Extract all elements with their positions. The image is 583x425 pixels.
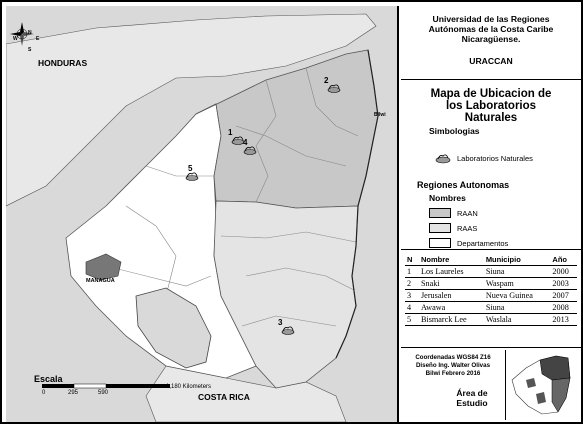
honduras-label: HONDURAS — [38, 58, 88, 68]
table-row — [405, 314, 577, 326]
departamentos-swatch — [429, 238, 451, 248]
credits-date: Bilwi Febrero 2016 — [425, 370, 481, 377]
simbologias-title: Simbologias — [429, 126, 480, 136]
marker-4-label: 4 — [243, 138, 248, 147]
legend-raan — [429, 208, 478, 218]
map-title: Mapa de Ubicacion de los Laboratorios Naturales — [430, 88, 552, 124]
col-n: N — [405, 254, 419, 266]
lab-legend-label: Laboratorios Naturales — [457, 153, 533, 163]
scale-bar — [42, 384, 170, 388]
institution-name: Universidad de las Regiones Autónomas de la Costa Caribe Nicaragüense. — [428, 14, 554, 44]
inset-canvas — [506, 350, 580, 420]
table-row — [405, 278, 577, 290]
map-canvas — [6, 6, 399, 422]
scale-tick-3: 1,180 Kilometers — [166, 384, 212, 390]
bilwi-label: Bilwi — [374, 112, 386, 118]
raas-swatch — [429, 223, 451, 233]
marker-2-label: 2 — [324, 76, 329, 85]
cell: 3 — [405, 290, 419, 302]
col-nombre: Nombre — [419, 254, 484, 266]
cell: 2 — [405, 278, 419, 290]
table-row — [405, 290, 577, 302]
credits-block — [401, 348, 581, 422]
compass-north: N — [28, 30, 32, 36]
cell: 2008 — [550, 302, 577, 314]
col-anio: Año — [550, 254, 577, 266]
table-header-row — [405, 254, 577, 266]
cell: Siuna — [484, 302, 551, 314]
cell: Waslala — [484, 314, 551, 326]
compass-south: S — [28, 47, 32, 53]
cell: Waspam — [484, 278, 551, 290]
labs-table-block — [401, 250, 581, 348]
scale-tick-2: 590 — [98, 390, 109, 396]
raan-swatch — [429, 208, 451, 218]
cell: 2003 — [550, 278, 577, 290]
credits-text — [405, 354, 501, 378]
cell: Awawa — [419, 302, 484, 314]
departamentos-label: Departamentos — [457, 238, 509, 248]
raas-label: RAAS — [457, 223, 478, 233]
nombres-title: Nombres — [429, 193, 466, 203]
cell: 4 — [405, 302, 419, 314]
marker-5-label: 5 — [188, 164, 193, 173]
labs-table — [405, 254, 577, 326]
legend-panel — [401, 6, 581, 422]
study-area-label: Área de Estudio — [456, 388, 488, 408]
legend-raas — [429, 223, 477, 233]
raan-label: RAAN — [457, 208, 478, 218]
compass-west: W — [13, 36, 18, 42]
legend-block — [401, 80, 581, 250]
table-row — [405, 266, 577, 278]
cell: Nueva Guinea — [484, 290, 551, 302]
cell: 5 — [405, 314, 419, 326]
scale-tick-0: 0 — [42, 390, 46, 396]
cell: 2007 — [550, 290, 577, 302]
lab-legend-row — [435, 152, 533, 164]
cell: Jerusalen — [419, 290, 484, 302]
marker-3-label: 3 — [278, 318, 283, 327]
col-municipio: Municipio — [484, 254, 551, 266]
institution-acronym: URACCAN — [469, 56, 513, 66]
cell: 1 — [405, 266, 419, 278]
scale-title: Escala — [34, 374, 63, 384]
costa-rica-label: COSTA RICA — [198, 392, 250, 402]
legend-departamentos — [429, 238, 508, 248]
marker-1-label: 1 — [228, 128, 233, 137]
lab-symbol-icon — [435, 152, 451, 164]
credits-coords: Coordenadas WGS84 Z16 — [415, 354, 491, 361]
cell: Snaki — [419, 278, 484, 290]
regions-title: Regiones Autonomas — [417, 180, 510, 190]
main-map[interactable] — [6, 6, 399, 422]
credits-design: Diseño Ing. Walter Olivas — [415, 362, 491, 369]
cell: Bismarck Lee — [419, 314, 484, 326]
cell: 2013 — [550, 314, 577, 326]
cell: Siuna — [484, 266, 551, 278]
compass-east: E — [36, 36, 40, 42]
title-block — [401, 6, 581, 80]
cell: 2000 — [550, 266, 577, 278]
inset-map[interactable] — [505, 350, 579, 420]
scale-tick-1: 295 — [68, 390, 79, 396]
cell: Los Laureles — [419, 266, 484, 278]
table-row — [405, 302, 577, 314]
managua-label: MANAGUA — [86, 278, 115, 284]
